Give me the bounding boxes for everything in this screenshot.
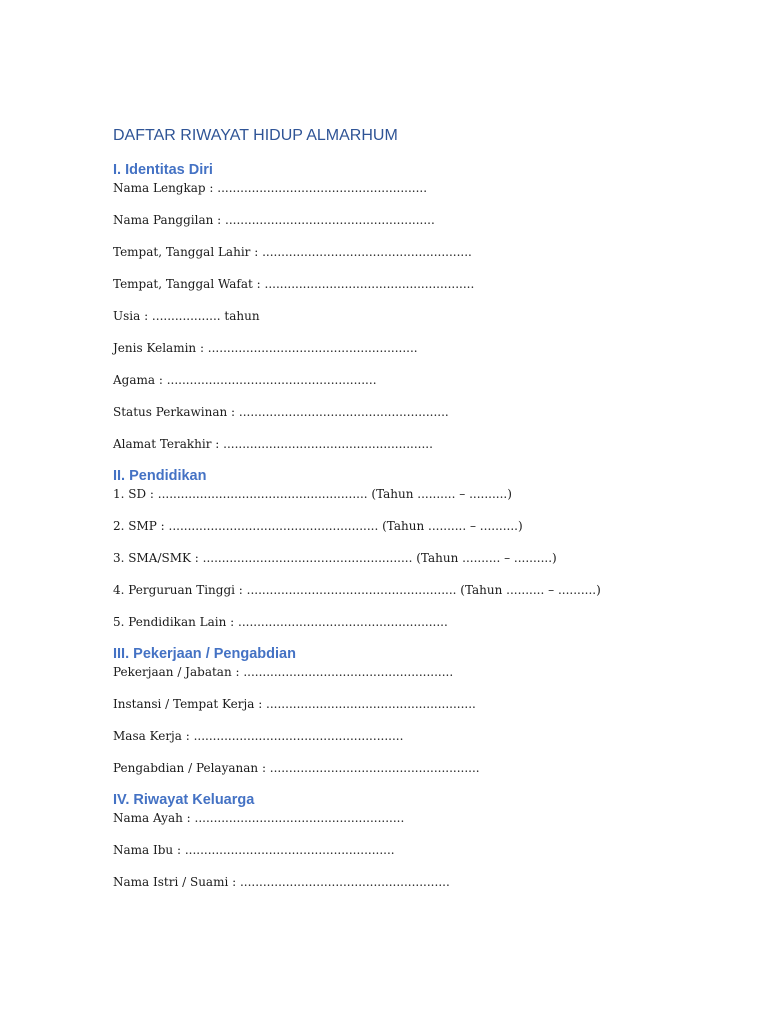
field-masa-kerja: Masa Kerja : .......................................................: [113, 729, 404, 743]
section-pendidikan: [113, 466, 713, 630]
field-nama-ibu: Nama Ibu : .......................................................: [113, 843, 395, 857]
field-agama: Agama : .......................................................: [113, 373, 377, 387]
field-tempat-tanggal-wafat: Tempat, Tanggal Wafat : .......................................................: [113, 277, 475, 291]
field-nama-ayah: Nama Ayah : .......................................................: [113, 811, 405, 825]
field-pendidikan-lain: 5. Pendidikan Lain : .......................................................: [113, 615, 448, 629]
field-nama-panggilan: Nama Panggilan : .......................................................: [113, 213, 435, 227]
document-title: DAFTAR RIWAYAT HIDUP ALMARHUM: [113, 127, 398, 144]
field-instansi-tempat-kerja: Instansi / Tempat Kerja : .......................................................: [113, 697, 476, 711]
section-pekerjaan-pengabdian: [113, 644, 713, 776]
section-heading: I. Identitas Diri: [113, 162, 213, 178]
field-alamat-terakhir: Alamat Terakhir : .......................................................: [113, 437, 433, 451]
section-riwayat-keluarga: [113, 790, 713, 890]
document-content: [113, 124, 713, 906]
field-pengabdian-pelayanan: Pengabdian / Pelayanan : .......................................................: [113, 761, 480, 775]
field-perguruan-tinggi: 4. Perguruan Tinggi : ....................................................... (Tahun .......... – ..........): [113, 583, 601, 597]
field-usia: Usia : .................. tahun: [113, 309, 260, 323]
field-jenis-kelamin: Jenis Kelamin : .......................................................: [113, 341, 418, 355]
field-nama-istri-suami: Nama Istri / Suami : .......................................................: [113, 875, 450, 889]
field-sd: 1. SD : ....................................................... (Tahun .......... – ..........): [113, 487, 512, 501]
field-sma-smk: 3. SMA/SMK : ....................................................... (Tahun .......... – ..........): [113, 551, 557, 565]
section-heading: III. Pekerjaan / Pengabdian: [113, 646, 296, 662]
field-pekerjaan-jabatan: Pekerjaan / Jabatan : .......................................................: [113, 665, 454, 679]
field-nama-lengkap: Nama Lengkap : .......................................................: [113, 181, 428, 195]
field-tempat-tanggal-lahir: Tempat, Tanggal Lahir : .......................................................: [113, 245, 472, 259]
section-identitas-diri: [113, 160, 713, 452]
section-heading: II. Pendidikan: [113, 468, 207, 484]
field-smp: 2. SMP : ....................................................... (Tahun .......... – ..........): [113, 519, 523, 533]
field-status-perkawinan: Status Perkawinan : .......................................................: [113, 405, 449, 419]
section-heading: IV. Riwayat Keluarga: [113, 792, 255, 808]
